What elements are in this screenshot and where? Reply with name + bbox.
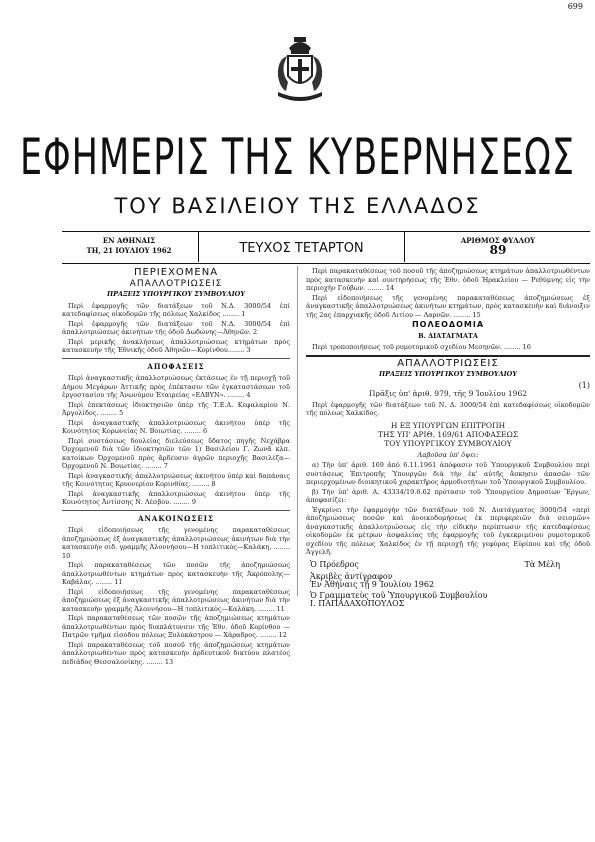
sheet-number: 89 — [489, 243, 507, 257]
divider — [62, 358, 290, 359]
members-label: Τὰ Μέλη — [524, 559, 560, 569]
contents-item: Περὶ ἀναγκαστικῆς ἀπαλλοτριώσεως ἀκινήτου ὑπὲρ τῆς Κοινότητος Ἀντίσσης Ν. Λέσβου. ........ 9 — [62, 489, 290, 506]
section-heading: ΑΠΑΛΛΟΤΡΙΩΣΕΙΣ — [129, 278, 223, 289]
signature-row — [306, 561, 590, 573]
act-line: Πρᾶξις ὑπ' ἀριθ. 979, τῆς 9 Ἰουλίου 1962 — [369, 389, 527, 398]
sheet-number-label: ΑΡΙΘΜΟΣ ΦΥΛΛΟΥ — [460, 236, 536, 245]
contents-item: Περὶ παρακαταθέσεως τῶν ποσῶν τῆς ἀποζημιώσεως κτημάτων ἀπαλλοτριωθέντων πρὸς διαπλάτυνσιν τῆς Ἐθν. ὁδοῦ Κορίνθου — Πατρῶν τμῆμα εἰσόδου πόλεως Ξυλοκάστρου — Χάραδρος. ........ 12 — [62, 614, 290, 639]
section-heading: ΑΠΑΛΛΟΤΡΙΩΣΕΙΣ — [397, 357, 499, 369]
divider — [62, 510, 290, 511]
issue-place-date — [62, 236, 196, 256]
section-heading: ΠΟΛΕΟΔΟΜΙΑ — [411, 320, 485, 329]
contents-item: Περὶ συστάσεως δουλείας διελεύσεως ὕδατος πηγῆς Νεχάβρα Ὀρχομενοῦ διὰ τῶν ἰδιοκτησιῶν τῶν 1) Βασιλείου Γ. Ζωνᾶ κλπ. κατοίκων Ὀρχομενοῦ πρὸς ἄρδευσιν ἀγρῶν περιοχῆς Βασιλέζα—Ὀρχομενοῦ Ν. Βοιωτίας. ........ 7 — [62, 436, 290, 470]
newspaper-title: ΕΦΗΜΕΡΙΣ ΤΗΣ ΚΥΒΕΡΝΗΣΕΩΣ — [19, 129, 576, 187]
newspaper-subtitle: ΤΟΥ ΒΑΣΙΛΕΙΟΥ ΤΗΣ ΕΛΛΑΔΟΣ — [114, 194, 481, 218]
clause: β) Τὴν ὑπ' ἀριθ. Α. 43334/19.6.62 πρότασιν τοῦ Ὑπουργείου Δημοσίων Ἔργων, ἀποφασίζει: — [306, 487, 590, 504]
section-subheading: ΠΡΑΞΕΙΣ ΥΠΟΥΡΓΙΚΟΥ ΣΥΜΒΟΥΛΙΟΥ — [379, 370, 517, 378]
header-bottom-rule — [62, 263, 590, 264]
having-regard: Λαβοῦσα ὑπ' ὄψει: — [417, 450, 479, 459]
royal-coat-of-arms-icon — [272, 36, 328, 102]
committee-line: ΤΟΥ ΥΠΟΥΡΓΙΚΟΥ ΣΥΜΒΟΥΛΙΟΥ — [384, 438, 512, 448]
issue-date: ΤΗ, 21 ΙΟΥΛΙΟΥ 1962 — [86, 246, 172, 255]
place-date: Ἐν Ἀθήναις τῇ 9 Ἰουλίου 1962 — [310, 580, 435, 589]
committee-block — [306, 421, 590, 448]
act-subject: Περὶ ἐφαρμογῆς τῶν διατάξεων τοῦ Ν. Δ. 3000/54 ἐπὶ κατεδαφίσεως οἰκοδομῶν τῆς πόλεως Χαλκίδος. — [306, 400, 590, 417]
contents-item: Περὶ μερικῆς ἀνακλήσεως ἀπαλλοτριώσεως κτημάτων πρὸς κατασκευὴν τῆς Ἐθνικῆς ὁδοῦ Ἀθηνῶν—Κορίνθου........ 3 — [62, 337, 290, 354]
body-column — [306, 267, 590, 609]
committee-line: ΤΗΣ ΥΠ' ΑΡΙΘ. 169/61 ΑΠΟΦΑΣΕΩΣ — [377, 429, 519, 439]
section-subheading: Β. ΔΙΑΤΑΓΜΑΤΑ — [418, 331, 478, 340]
header-top-rule — [62, 231, 590, 232]
decision-text: Ἐγκρίνει τὴν ἐφαρμογὴν τῶν διατάξεων τοῦ Ν. Διατάγματος 3000/54 «περὶ ἀποζημιώσεως ποσῶν καὶ ἀνοικοδομήσεως ἐκ περιφερειῶν διὰ σεισμῶν» ἀναγκαστικῆς ἀπαλλοτριώσεως εἰς τὴν εἰδικὴν περίπτωσιν τῆς κατεδαφίσεως οἰκοδομῶν ἐκ μέτρων ἀσφαλείας τῆς ἐφαρμογῆς τοῦ ἐγκεκριμένου ρυμοτομικοῦ σχεδίου τῆς πόλεως Χαλκίδος ἐν τῇ περιοχῇ τῆς γεφύρας Εὐρίπου καὶ τῆς ὁδοῦ Ἀγγελῆ. — [306, 505, 590, 556]
contents-item: Περὶ παρακαταθέσεως τοῦ ποσοῦ τῆς ἀποζημιώσεως κτημάτων ἀπαλλοτριωθέντων πρὸς κατασκευὴν καὶ συντηρήσεως τῆς Ἐθν. ὁδοῦ Ἠρακλείου — Ρεθύμνης εἰς τὴν περιοχὴν Γούβων. ........ 14 — [306, 267, 590, 292]
contents-item: Περὶ ἀναγκαστικῆς ἀπαλλοτριώσεως ἐκτάσεως ἐν τῇ περιοχῇ τοῦ Δήμου Μεγάρων Ἀττικῆς πρὸς ἐπέκτασιν τῶν ἐγκαταστάσεων τοῦ ἐργοστασίου τῆς Ἀνωνύμου Ἑταιρείας «ΕΛΒΥΝ». ........ 4 — [62, 374, 290, 399]
president-label: Ὁ Πρόεδρος — [310, 559, 359, 569]
contents-item: Περὶ ἐφαρμογῆς τῶν διατάξεων τοῦ Ν.Δ. 3000/54 ἐπὶ ἀπαλλοτριώσεως ἀκινήτων τῆς ὁδοῦ Δωδώνης—Ἀθηνῶν. 2 — [62, 319, 290, 336]
contents-item: Περὶ ἀναγκαστικῆς ἀπαλλοτριώσεως ἀκινήτου ὑπὲρ τῆς Κοινότητος Κορωνείας Ν. Βοιωτίας. ........ 6 — [62, 418, 290, 435]
secretary-name: Ι. ΠΑΠΑΔΑΧΟΠΟΥΛΟΣ — [310, 599, 405, 608]
header-divider — [198, 232, 199, 262]
divider — [306, 355, 590, 357]
section-subheading: ΠΡΑΞΕΙΣ ΥΠΟΥΡΓΙΚΟΥ ΣΥΜΒΟΥΛΙΟΥ — [107, 290, 245, 298]
contents-item: Περὶ εἰδοποιήσεως τῆς γενομένης παρακαταθέσεως ἀποζημιώσεως ἐξ ἀναγκαστικῆς ἀπαλλοτριώσεως ἀκινήτων διὰ τὴν κατασκευὴν σιδ. γραμμῆς Ἀλοννήσου—Η τοπλιτικὸς—Καλάκη. ........ 10 — [62, 526, 290, 560]
contents-item: Περὶ εἰδοποιήσεως τῆς γενομένης παρακαταθέσεως ἀποζημιώσεως ἐξ ἀναγκαστικῆς ἀπαλλοτριώσεως ἀκινήτων διὰ τὴν κατασκευὴν γραμμῆς Ἀλοννήσου—Η τοπλιτικὸς—Καλάκη. ........ 11 — [62, 587, 290, 613]
sheet-number-block — [406, 236, 590, 255]
clause: α) Τὴν ὑπ' ἀριθ. 169 ἀπὸ 6.11.1961 ἀπόφασιν τοῦ Ὑπουργικοῦ Συμβουλίου περὶ συστάσεως Ἐπιτροπῆς Ὑπουργῶν διὰ τὴν ἐκ' αὐτῆς ἄσκησιν ἁπασῶν τῶν περιερχομένων διοικητικοῦ χαρακτῆρος ἁρμοδιοτήτων τοῦ Ὑπουργικοῦ Συμβουλίου. — [306, 461, 590, 486]
committee-line: Η ΕΞ ΥΠΟΥΡΓΩΝ ΕΠΙΤΡΟΠΗ — [390, 420, 506, 430]
contents-item: Περὶ τροποποιήσεως τοῦ ρυμοτομικοῦ σχεδίου Μεσηνῶν. ........ 16 — [312, 343, 531, 351]
section-heading: ΑΠΟΦΑΣΕΙΣ — [147, 361, 205, 371]
contents-item: Περὶ ἀναγκαστικῆς ἀπαλλοτριώσεως ἀκινήτου ὑπὲρ καὶ δαπάναις τῆς Κοινότητος Κρυονερίου Κορινθίας. ........ 8 — [62, 471, 290, 488]
contents-column — [62, 267, 290, 667]
contents-item: Περὶ παρακαταθέσεως τοῦ ποσοῦ τῆς ἀποζημιώσεως κτημάτων ἀπαλλοτριωθέντων πρὸς κατασκευὴν ἀρδευτικοῦ δικτύου πλατέος πεδιάδος Θεσσαλονίκης. ........ 13 — [62, 640, 290, 666]
header-divider — [404, 232, 405, 262]
secretary-title: Ὁ Γραμματεὺς τοῦ Ὑπουργικοῦ Συμβουλίου — [310, 590, 488, 600]
contents-item: Περὶ ἐφαρμογῆς τῶν διατάξεων τοῦ Ν.Δ. 3000/54 ἐπὶ κατεδαφίσεως οἰκοδομῶν τῆς πόλεως Χαλκίδος ........ 1 — [62, 301, 290, 318]
act-number: (1) — [578, 380, 590, 390]
issue-place: ΕΝ ΑΘΗΝΑΙΣ — [102, 236, 156, 245]
certified-copy: Ἀκριβὲς ἀντίγραφον — [310, 571, 393, 581]
column-divider — [297, 266, 298, 596]
issue-volume: ΤΕΥΧΟΣ ΤΕΤΑΡΤΟΝ — [239, 241, 364, 256]
contents-title: ΠΕΡΙΕΧΟΜΕΝΑ — [133, 267, 219, 278]
contents-item: Περὶ εἰδοποιήσεως τῆς γενομένης παρακαταθέσεως ἀποζημιώσεως ἐξ ἀναγκαστικῆς ἀπαλλοτριώσεως ἀκινήτων κτημάτων, πρὸς κατασκευὴν καὶ διάνοιξιν τῆς 2ας ἐπαρχιακῆς ὁδοῦ Λιτίου — Λαρνῶν. ........ 15 — [306, 293, 590, 319]
section-heading: ΑΝΑΚΟΙΝΩΣΕΙΣ — [138, 513, 214, 523]
contents-item: Περὶ ἐπεκτάσεως ἰδιοκτησιῶν ὑπὲρ τῆς Τ.Ε.Α. Κεφαλαρίου Ν. Ἀργολίδος. ........ 5 — [62, 400, 290, 417]
page-number: 699 — [567, 2, 583, 11]
contents-item: Περὶ παρακαταθέσεως τῶν ποσῶν τῆς ἀποζημιώσεως ἀπαλλοτριωθέντων κτημάτων πρὸς κατασκευὴν τῆς Ἀκρόπολης—Καβάλας. ........ 11 — [62, 561, 290, 586]
